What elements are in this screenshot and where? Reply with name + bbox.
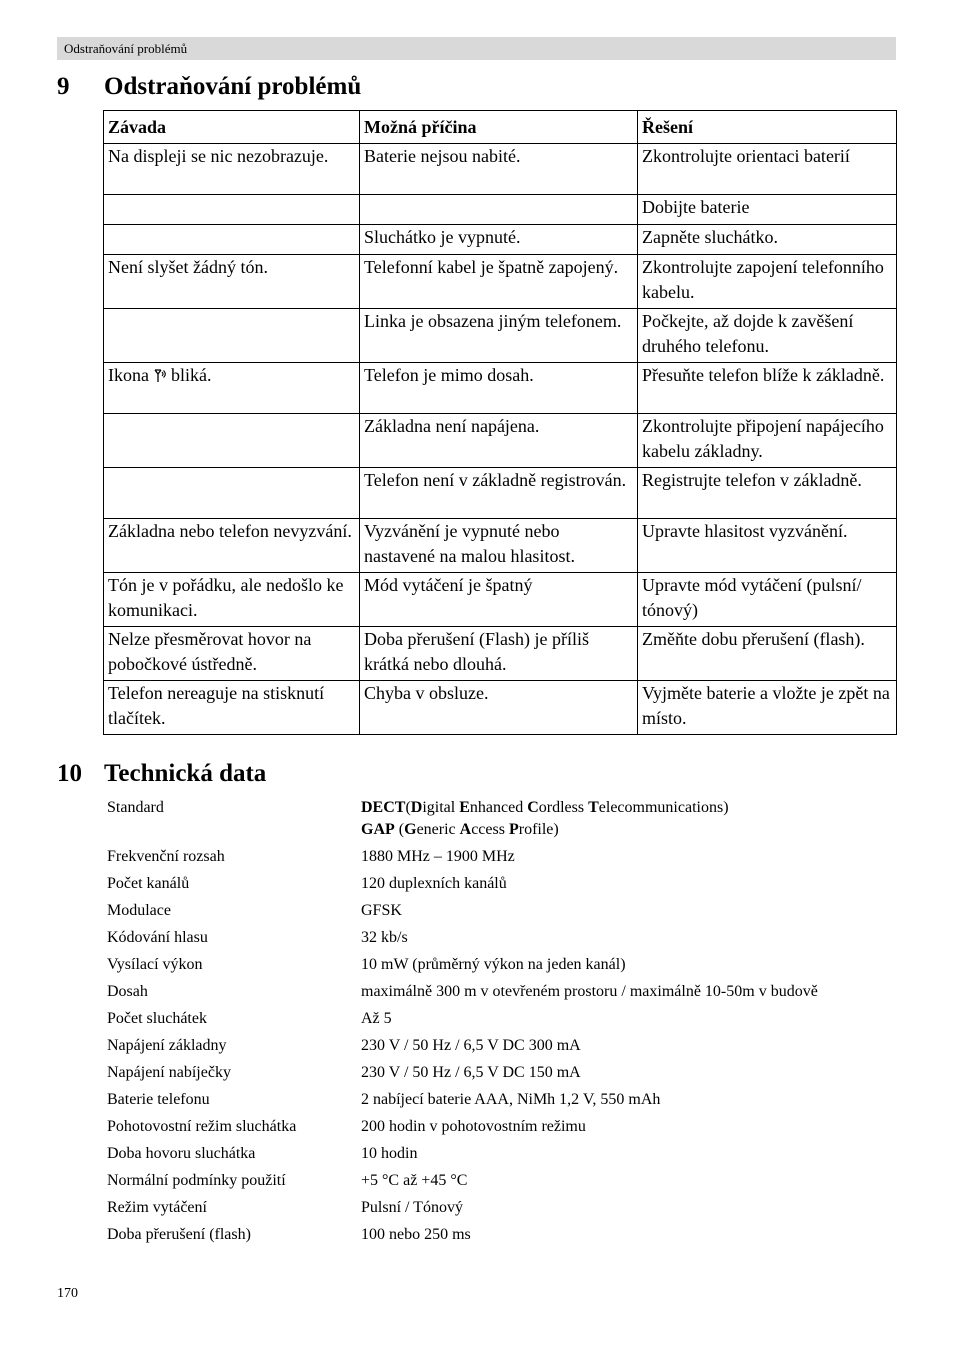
icon-row-text-before: Ikona (108, 365, 149, 385)
cause-cell: Chyba v obsluze. (360, 681, 638, 735)
cause-cell: Mód vytáčení je špatný (360, 573, 638, 627)
table-row (104, 309, 897, 363)
spec-row (107, 1089, 867, 1111)
fault-cell: Základna nebo telefon nevyzvání. (104, 519, 360, 573)
signal-antenna-icon (153, 365, 167, 381)
section-number: 9 (57, 73, 70, 100)
column-header-cause: Možná příčina (360, 111, 638, 144)
spec-label: Kódování hlasu (107, 929, 208, 946)
fault-cell (104, 468, 360, 519)
spec-value: Pulsní / Tónový (361, 1199, 463, 1216)
fault-cell: Není slyšet žádný tón. (104, 255, 360, 309)
spec-label: Doba přerušení (flash) (107, 1226, 251, 1243)
table-row (104, 363, 897, 414)
spec-row (107, 954, 867, 976)
spec-label: Standard (107, 799, 164, 816)
spec-row (107, 1224, 867, 1246)
spec-value: 120 duplexních kanálů (361, 875, 507, 892)
table-row (104, 144, 897, 195)
table-row (104, 255, 897, 309)
page-number: 170 (57, 1286, 78, 1301)
spec-label: Vysílací výkon (107, 956, 203, 973)
solution-cell: Dobijte baterie (638, 195, 897, 225)
solution-cell: Zkontrolujte orientaci baterií (638, 144, 897, 195)
column-header-solution: Řešení (638, 111, 897, 144)
standard-gap: GAP (Generic Access Profile) (361, 821, 559, 838)
running-header (57, 37, 896, 60)
spec-row (107, 1008, 867, 1030)
spec-label: Počet kanálů (107, 875, 190, 892)
spec-row (107, 1062, 867, 1084)
spec-row (107, 846, 867, 868)
table-row (104, 519, 897, 573)
table-row (104, 414, 897, 468)
fault-cell (104, 414, 360, 468)
spec-value: Až 5 (361, 1010, 392, 1027)
section-title: Technická data (104, 760, 267, 787)
fault-cell (104, 195, 360, 225)
spec-value: maximálně 300 m v otevřeném prostoru / maximálně 10-50m v budově (361, 983, 818, 1000)
section-heading-technical-data (57, 760, 266, 788)
spec-label: Napájení základny (107, 1037, 227, 1054)
troubleshooting-table (103, 110, 897, 735)
spec-row-standard (107, 797, 867, 841)
spec-value: 100 nebo 250 ms (361, 1226, 471, 1243)
cause-cell: Telefonní kabel je špatně zapojený. (360, 255, 638, 309)
solution-cell: Vyjměte baterie a vložte je zpět na místo. (638, 681, 897, 735)
spec-label: Normální podmínky použití (107, 1172, 286, 1189)
column-header-fault: Závada (104, 111, 360, 144)
spec-value: 230 V / 50 Hz / 6,5 V DC 300 mA (361, 1037, 581, 1054)
fault-cell: Tón je v pořádku, ale nedošlo ke komunikaci. (104, 573, 360, 627)
spec-label: Doba hovoru sluchátka (107, 1145, 256, 1162)
solution-cell: Registrujte telefon v základně. (638, 468, 897, 519)
table-header-row (104, 111, 897, 144)
spec-label: Pohotovostní režim sluchátka (107, 1118, 297, 1135)
spec-row (107, 1116, 867, 1138)
table-row (104, 681, 897, 735)
solution-cell: Zkontrolujte připojení napájecího kabelu základny. (638, 414, 897, 468)
fault-cell (104, 363, 360, 414)
technical-specs-list (107, 797, 867, 1251)
standard-dect: DECT(Digital Enhanced Cordless Telecommunications) (361, 799, 729, 816)
spec-label: Napájení nabíječky (107, 1064, 231, 1081)
solution-cell: Změňte dobu přerušení (flash). (638, 627, 897, 681)
spec-label: Počet sluchátek (107, 1010, 207, 1027)
table-row (104, 195, 897, 225)
cause-cell (360, 195, 638, 225)
spec-row (107, 1170, 867, 1192)
spec-label: Režim vytáčení (107, 1199, 207, 1216)
table-row (104, 627, 897, 681)
spec-row (107, 873, 867, 895)
cause-cell: Vyzvánění je vypnuté nebo nastavené na malou hlasitost. (360, 519, 638, 573)
spec-value-standard (361, 797, 867, 841)
table-row (104, 573, 897, 627)
spec-row (107, 1197, 867, 1219)
spec-row (107, 1035, 867, 1057)
solution-cell: Počkejte, až dojde k zavěšení druhého telefonu. (638, 309, 897, 363)
cause-cell: Telefon není v základně registrován. (360, 468, 638, 519)
cause-cell: Baterie nejsou nabité. (360, 144, 638, 195)
solution-cell: Zkontrolujte zapojení telefonního kabelu. (638, 255, 897, 309)
spec-row (107, 1143, 867, 1165)
spec-value: 10 mW (průměrný výkon na jeden kanál) (361, 956, 626, 973)
spec-label: Frekvenční rozsah (107, 848, 225, 865)
spec-row (107, 981, 867, 1003)
section-title: Odstraňování problémů (104, 73, 362, 100)
spec-value: 10 hodin (361, 1145, 418, 1162)
spec-value: 32 kb/s (361, 929, 408, 946)
fault-cell: Na displeji se nic nezobrazuje. (104, 144, 360, 195)
spec-label: Dosah (107, 983, 148, 1000)
solution-cell: Upravte mód vytáčení (pulsní/ tónový) (638, 573, 897, 627)
fault-cell: Telefon nereaguje na stisknutí tlačítek. (104, 681, 360, 735)
icon-row-text-after: bliká. (170, 365, 212, 385)
spec-row (107, 900, 867, 922)
solution-cell: Upravte hlasitost vyzvánění. (638, 519, 897, 573)
solution-cell: Zapněte sluchátko. (638, 225, 897, 255)
solution-cell: Přesuňte telefon blíže k základně. (638, 363, 897, 414)
spec-value: 2 nabíjecí baterie AAA, NiMh 1,2 V, 550 mAh (361, 1091, 661, 1108)
cause-cell: Sluchátko je vypnuté. (360, 225, 638, 255)
spec-value: 200 hodin v pohotovostním režimu (361, 1118, 586, 1135)
cause-cell: Linka je obsazena jiným telefonem. (360, 309, 638, 363)
fault-cell (104, 309, 360, 363)
section-number: 10 (57, 760, 82, 787)
cause-cell: Základna není napájena. (360, 414, 638, 468)
table-row (104, 225, 897, 255)
spec-label: Modulace (107, 902, 171, 919)
section-heading-troubleshooting (57, 73, 361, 101)
cause-cell: Telefon je mimo dosah. (360, 363, 638, 414)
running-header-title: Odstraňování problémů (64, 41, 188, 56)
fault-cell: Nelze přesměrovat hovor na pobočkové ústředně. (104, 627, 360, 681)
spec-label: Baterie telefonu (107, 1091, 210, 1108)
spec-value: +5 °C až +45 °C (361, 1172, 468, 1189)
spec-value: 1880 MHz – 1900 MHz (361, 848, 515, 865)
spec-value: GFSK (361, 902, 402, 919)
spec-rows (107, 846, 867, 1246)
table-row (104, 468, 897, 519)
fault-cell (104, 225, 360, 255)
cause-cell: Doba přerušení (Flash) je příliš krátká nebo dlouhá. (360, 627, 638, 681)
spec-value: 230 V / 50 Hz / 6,5 V DC 150 mA (361, 1064, 581, 1081)
spec-row (107, 927, 867, 949)
